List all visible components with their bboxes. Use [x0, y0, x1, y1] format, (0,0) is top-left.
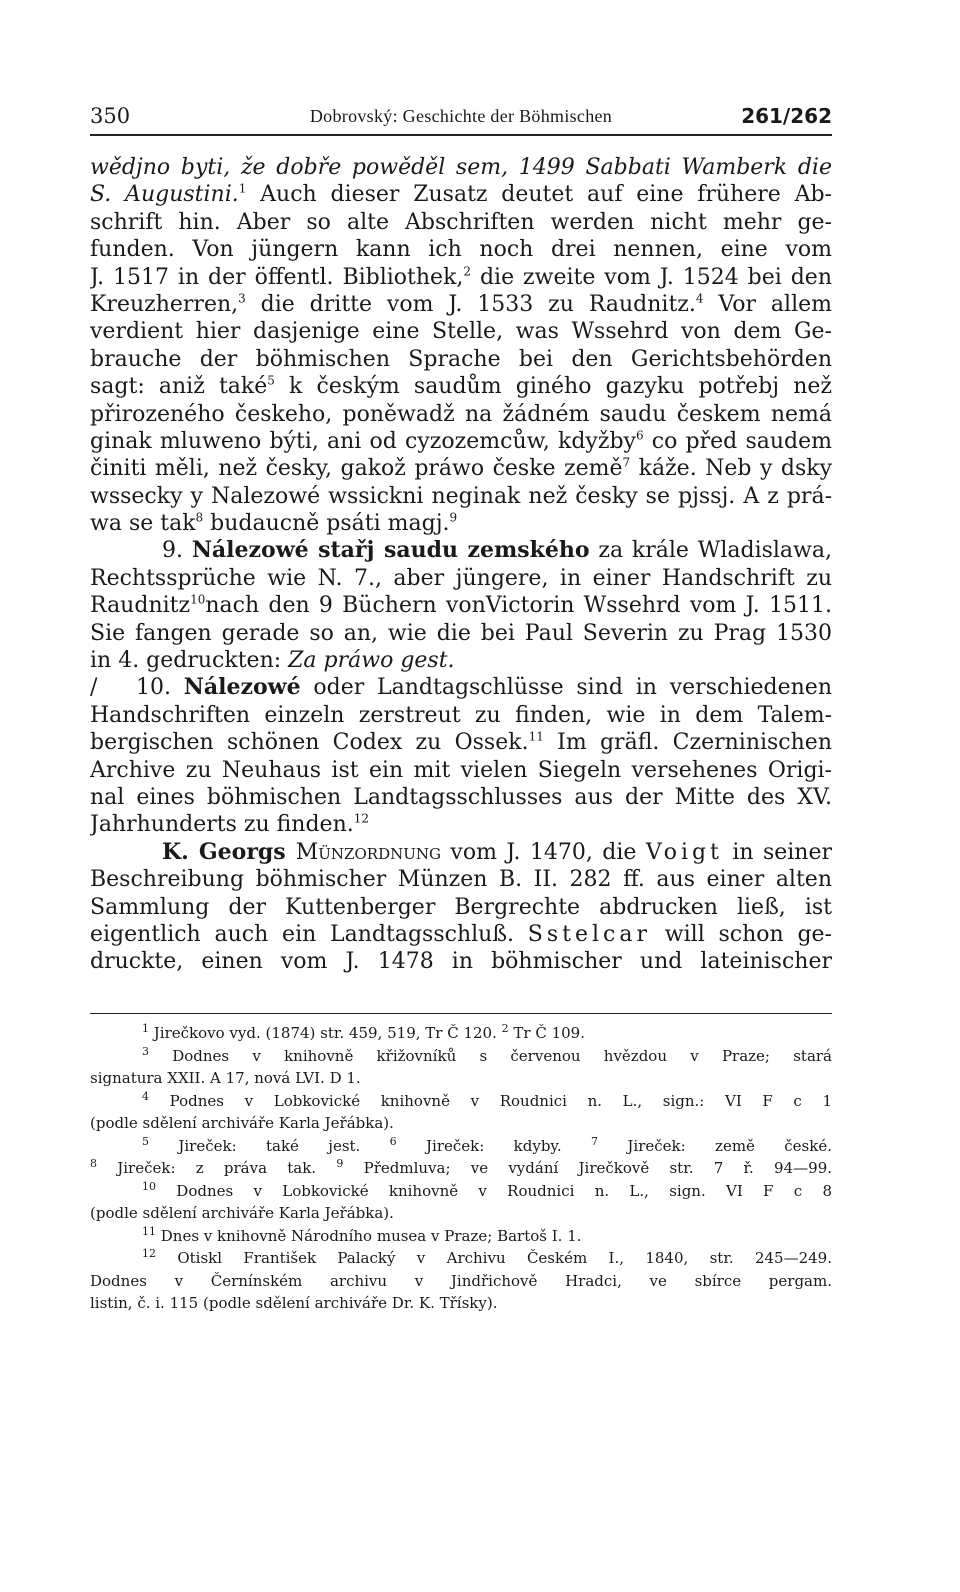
original-page-reference: 261/262 — [741, 104, 832, 128]
text-line: brauche der böhmischen Sprache bei den Gerichtsbehörden — [90, 346, 832, 372]
footnote: $^4$ Podnes v Lobkovické knihovně v Roudnici n. L., sign.: VI F c 1 — [142, 1089, 832, 1110]
text-line: / 10. Nálezowé oder Landtagschlüsse sind in verschiedenen — [90, 674, 832, 701]
text-line: Sie fangen gerade so an, wie die bei Paul Severin zu Prag 1530 — [90, 620, 832, 646]
footnote-ref: 3 — [238, 291, 246, 306]
footnote-ref: 7 — [622, 455, 631, 470]
footnote-continuation: signatura XXII. A 17, nová LVI. D 1. — [90, 1069, 361, 1087]
footnote-continuation: Dodnes v Černínském archivu v Jindřichově Hradci, ve sbírce pergam. — [90, 1271, 832, 1290]
footnote: $^{12}$ Otiskl František Palacký v Archivu Českém I., 1840, str. 245—249. — [142, 1247, 832, 1267]
footnote-ref: 10 — [190, 592, 206, 607]
text-line: přirozeného českeho, poněwadž na žádném saudu českem nemá — [90, 401, 832, 427]
footnote: $^8$ Jireček: z práva tak. $^9$ Předmluva; ve vydání Jirečkově str. 7 ř. 94—99. — [90, 1157, 832, 1177]
footnote: $^{10}$ Dodnes v Lobkovické knihovně v Roudnici n. L., sign. VI F c 8 — [142, 1179, 832, 1200]
footnote: $^{11}$ Dnes v knihovně Národního musea v Praze; Bartoš I. 1. — [142, 1224, 582, 1245]
text-line: eigentlich auch ein Landtagsschluß. Sstelcar will schon ge- — [90, 921, 832, 947]
text-line: 9. Nálezowé stařj saudu zemského za krále Wladislawa, — [162, 537, 832, 564]
text-line: funden. Von jüngern kann ich noch drei nennen, eine vom — [90, 237, 832, 263]
footnote-ref: 4 — [695, 291, 704, 306]
text-line: K. Georgs Münzordnung vom J. 1470, die Voigt in seiner — [162, 838, 832, 865]
footnote-ref: 2 — [463, 264, 472, 279]
text-line: in 4. gedruckten: Za práwo gest. — [90, 648, 455, 674]
footnote-ref: 6 — [635, 428, 644, 443]
footnote: $^3$ Dodnes v knihovně křižovníků s červenou hvězdou v Praze; stará — [142, 1044, 832, 1065]
text-line: sagt: aniž také$^5$ k českým saudům giného gazyku potřebj než — [90, 373, 832, 400]
text-line: verdient hier dasjenige eine Stelle, was Wssehrd von dem Ge- — [90, 319, 832, 345]
text-line: wssecky y Nalezowé wssickni neginak než česky se pjssj. A z prá- — [90, 483, 832, 509]
page-number: 350 — [90, 104, 131, 128]
main-text — [90, 154, 832, 976]
footnote-ref: 5 — [267, 373, 275, 388]
footnote-ref: 11 — [528, 729, 544, 744]
text-line: wa se tak$^8$ budaucně psáti magj.$^9$ — [90, 510, 458, 537]
text-line: ginak mluweno býti, ani od cyzozemcůw, kdyžby$^6$ co před saudem — [90, 428, 832, 454]
footnote-ref: 9 — [449, 510, 458, 525]
text-line: S. Augustini.$^1$ Auch dieser Zusatz deutet auf eine frühere Ab- — [90, 182, 832, 208]
footnote-divider — [90, 1013, 832, 1014]
footnote-continuation: listin, č. i. 115 (podle sdělení archiváře Dr. K. Třísky). — [90, 1294, 498, 1312]
text-line: Beschreibung böhmischer Münzen B. II. 282 ff. aus einer alten — [90, 867, 832, 893]
text-line: Handschriften einzeln zerstreut zu finden, wie in dem Talem- — [90, 702, 832, 728]
footnote-continuation: (podle sdělení archiváře Karla Jeřábka). — [90, 1204, 394, 1222]
text-line: druckte, einen vom J. 1478 in böhmischer und lateinischer — [90, 949, 832, 975]
footnote: $^5$ Jireček: také jest. $^6$ Jireček: kdyby. $^7$ Jireček: země české. — [142, 1134, 832, 1155]
text-line: schrift hin. Aber so alte Abschriften werden nicht mehr ge- — [90, 209, 832, 235]
text-line: nal eines böhmischen Landtagsschlusses aus der Mitte des XV. — [90, 784, 832, 810]
text-line: Raudnitz$^{10}$nach den 9 Büchern vonVictorin Wssehrd vom J. 1511. — [90, 592, 832, 619]
footnote-ref: 12 — [353, 812, 370, 827]
running-header — [90, 104, 832, 136]
running-title: Dobrovský: Geschichte der Böhmischen — [309, 106, 613, 126]
footnote-ref: 1 — [238, 182, 247, 197]
text-line: bergischen schönen Codex zu Ossek.$^{11}$ Im gräfl. Czerninischen — [90, 729, 832, 756]
footnote-ref: 8 — [195, 510, 204, 525]
text-line: Sammlung der Kuttenberger Bergrechte abdrucken ließ, ist — [90, 894, 832, 920]
footnote: $^1$ Jirečkovo vyd. (1874) str. 459, 519, Tr Č 120. $^2$ Tr Č 109. — [142, 1022, 585, 1042]
text-line: J. 1517 in der öffentl. Bibliothek,$^2$ die zweite vom J. 1524 bei den — [90, 264, 832, 290]
text-line: Jahrhunderts zu finden.$^{12}$ — [90, 812, 370, 838]
margin-mark: / — [90, 675, 98, 701]
text-line: wědjno byti, že dobře powěděl sem, 1499 Sabbati Wamberk die — [90, 155, 832, 180]
footnote-continuation: (podle sdělení archiváře Karla Jeřábka). — [90, 1114, 394, 1132]
text-line: Kreuzherren,$^3$ die dritte vom J. 1533 zu Raudnitz.$^4$ Vor allem — [90, 291, 832, 317]
footnotes — [90, 1022, 832, 1315]
text-line: činiti měli, než česky, gakož práwo česke země$^7$ káže. Neb y dsky — [90, 455, 832, 482]
text-line: Rechtssprüche wie N. 7., aber jüngere, in einer Handschrift zu — [90, 565, 832, 591]
text-line: Archive zu Neuhaus ist ein mit vielen Siegeln versehenes Origi- — [90, 757, 832, 783]
